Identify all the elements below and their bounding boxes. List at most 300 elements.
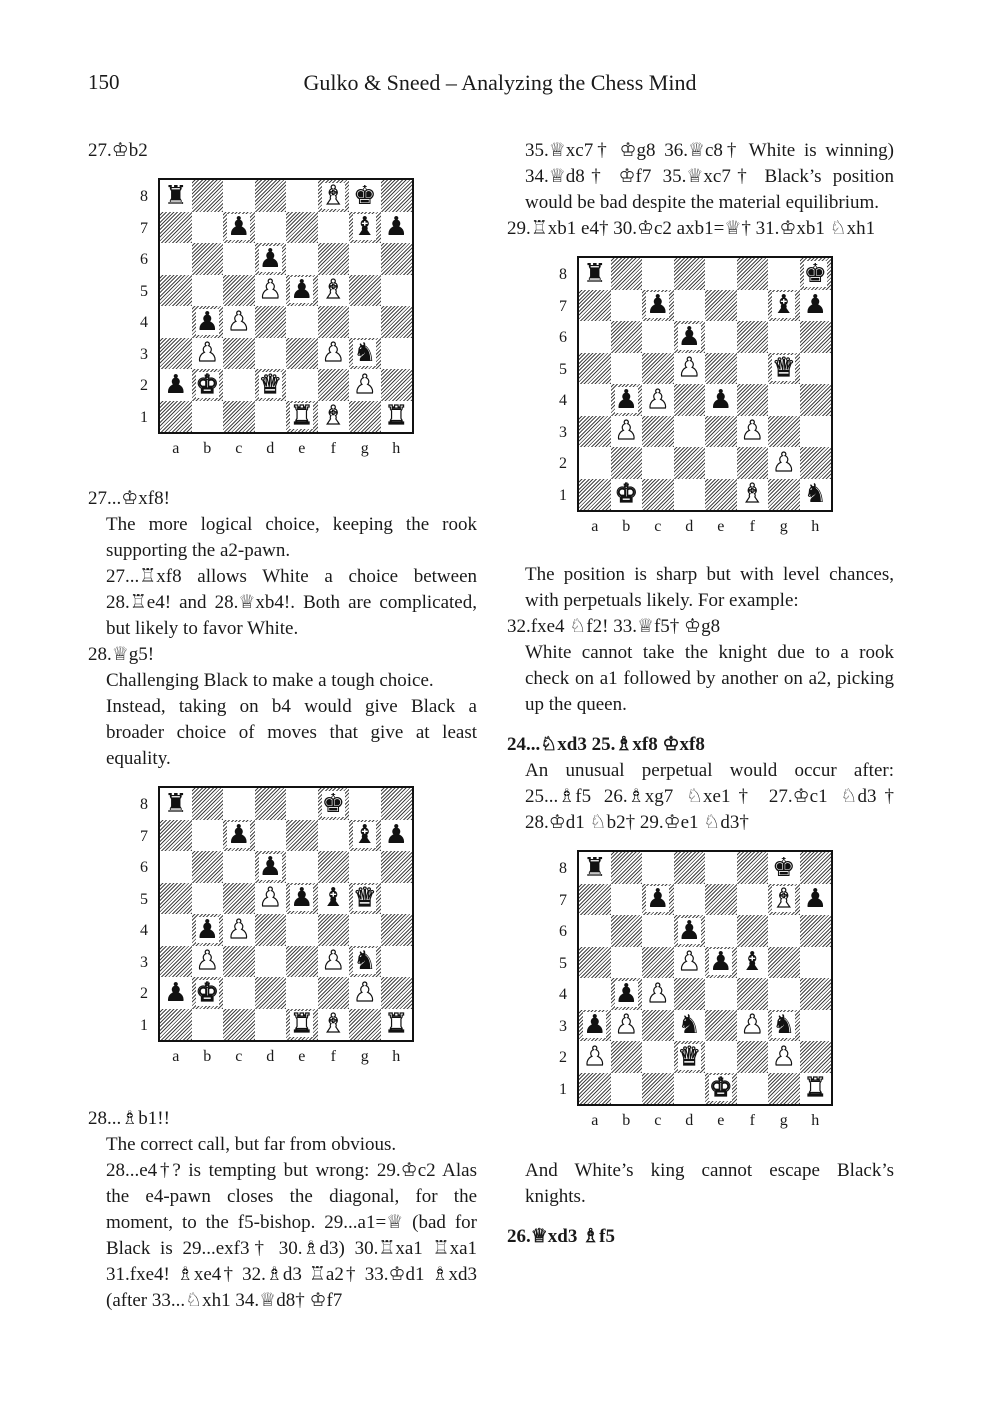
square-h5: [800, 947, 832, 979]
square-f5: [318, 883, 350, 915]
file-label: g: [779, 518, 788, 535]
square-c3: [223, 338, 255, 370]
square-e8: [286, 180, 318, 212]
square-a8: [579, 852, 611, 884]
black-king-icon: ♚: [772, 852, 796, 883]
file-label: b: [203, 440, 212, 457]
file-label: c: [654, 518, 662, 535]
black-pawn-icon: ♟: [646, 290, 670, 321]
square-h1: [800, 1073, 832, 1105]
rank-label: 6: [140, 251, 148, 268]
black-pawn-icon: ♟: [614, 384, 638, 415]
square-e1: [286, 1009, 318, 1041]
square-h4: [381, 914, 413, 946]
square-h1: [800, 479, 832, 511]
file-label: h: [392, 1048, 401, 1065]
square-e7: [705, 290, 737, 322]
square-g4: [768, 978, 800, 1010]
square-e6: [286, 851, 318, 883]
white-bishop-icon: ♝: [772, 884, 796, 915]
black-pawn-icon: ♟: [677, 915, 701, 946]
square-g6: [768, 915, 800, 947]
white-pawn-icon: ♟: [677, 353, 701, 384]
commentary: 28...e4†? is tempting but wrong: 29.♔c2 Alas the e4-pawn closes the diagonal, for the moment, to the f5-bishop. 29...a1=♕ (bad for Black is 29...exf3† 30.♗d3) 30.♖xa1 ♖xa1 31.fxe4! ♗xe4† 32.♗d3 ♖a2† 33.♔d1 ♗xd3 (after 33...♘xh1 34.♕d8† ♔f7: [106, 1160, 477, 1311]
square-a6: [579, 321, 611, 353]
white-pawn-icon: ♟: [195, 946, 219, 977]
square-h3: [800, 416, 832, 448]
black-pawn-icon: ♟: [709, 384, 733, 415]
white-pawn-icon: ♟: [772, 447, 796, 478]
square-g7: [768, 290, 800, 322]
white-pawn-icon: ♟: [321, 338, 345, 369]
square-c8: [642, 852, 674, 884]
square-b5: [611, 353, 643, 385]
square-f5: [737, 947, 769, 979]
black-king-icon: ♚: [803, 258, 827, 289]
white-queen-icon: ♛: [258, 369, 282, 400]
square-c7: [223, 820, 255, 852]
white-pawn-icon: ♟: [677, 947, 701, 978]
rank-label: 6: [140, 859, 148, 876]
square-d1: [674, 479, 706, 511]
square-d4: [674, 978, 706, 1010]
square-a5: [579, 947, 611, 979]
square-g5: [349, 883, 381, 915]
square-d6: [255, 851, 287, 883]
square-g7: [349, 820, 381, 852]
square-g3: [349, 338, 381, 370]
rank-label: 2: [140, 985, 148, 1002]
black-pawn-icon: ♟: [195, 914, 219, 945]
left-column: [88, 138, 477, 1314]
square-e6: [705, 321, 737, 353]
square-d3: [255, 338, 287, 370]
black-pawn-icon: ♟: [677, 321, 701, 352]
black-pawn-icon: ♟: [709, 947, 733, 978]
square-c4: [223, 914, 255, 946]
square-f6: [737, 915, 769, 947]
square-h6: [381, 851, 413, 883]
square-c4: [642, 384, 674, 416]
rank-label: 4: [559, 986, 567, 1003]
white-pawn-icon: ♟: [227, 914, 251, 945]
chessboard: [577, 256, 833, 512]
white-pawn-icon: ♟: [614, 416, 638, 447]
white-king-icon: ♚: [709, 1073, 733, 1104]
square-e3: [705, 1010, 737, 1042]
white-rook-icon: ♜: [384, 1009, 408, 1040]
move-line: 32.fxe4 ♘f2! 33.♕f5† ♔g8: [507, 616, 721, 637]
file-label: g: [360, 440, 369, 457]
square-h7: [800, 884, 832, 916]
square-a5: [160, 275, 192, 307]
square-f8: [737, 258, 769, 290]
white-pawn-icon: ♟: [740, 416, 764, 447]
rank-label: 8: [140, 188, 148, 205]
square-g8: [349, 180, 381, 212]
square-f5: [737, 353, 769, 385]
right-column: [507, 138, 894, 1250]
square-c1: [642, 479, 674, 511]
square-g7: [768, 884, 800, 916]
square-a4: [160, 306, 192, 338]
square-e2: [705, 1041, 737, 1073]
white-pawn-icon: ♟: [321, 946, 345, 977]
square-a8: [579, 258, 611, 290]
square-b8: [192, 180, 224, 212]
square-e4: [286, 914, 318, 946]
square-a4: [579, 978, 611, 1010]
square-e7: [705, 884, 737, 916]
square-c7: [642, 290, 674, 322]
rank-label: 7: [140, 219, 148, 237]
square-b7: [192, 820, 224, 852]
square-e6: [705, 915, 737, 947]
square-b1: [192, 1009, 224, 1041]
square-b1: [192, 401, 224, 433]
square-f4: [318, 306, 350, 338]
square-f3: [318, 338, 350, 370]
square-d8: [255, 180, 287, 212]
square-c6: [642, 321, 674, 353]
black-pawn-icon: ♟: [258, 851, 282, 882]
rank-label: 7: [559, 297, 567, 315]
black-pawn-icon: ♟: [384, 212, 408, 243]
square-e8: [705, 258, 737, 290]
square-g8: [349, 788, 381, 820]
white-pawn-icon: ♟: [353, 977, 377, 1008]
square-d1: [255, 1009, 287, 1041]
black-pawn-icon: ♟: [258, 243, 282, 274]
move-heading: 26.♕xd3 ♗f5: [507, 1226, 615, 1247]
square-g3: [768, 1010, 800, 1042]
commentary: 35.♕xc7† ♔g8 36.♕c8† White is winning) 34.♕d8† ♔f7 35.♕xc7† Black’s position would be bad despite the material equilibrium.: [525, 140, 894, 213]
chessboard: [158, 786, 414, 1042]
square-a2: [579, 447, 611, 479]
file-label: h: [811, 1112, 820, 1129]
black-pawn-icon: ♟: [803, 290, 827, 321]
white-pawn-icon: ♟: [646, 384, 670, 415]
white-rook-icon: ♜: [290, 401, 314, 432]
white-pawn-icon: ♟: [227, 306, 251, 337]
square-g1: [349, 401, 381, 433]
file-label: e: [717, 518, 725, 535]
square-a7: [160, 212, 192, 244]
black-pawn-icon: ♟: [803, 884, 827, 915]
square-h7: [381, 820, 413, 852]
chess-diagram-2: [507, 242, 894, 562]
square-c2: [642, 447, 674, 479]
square-a7: [160, 820, 192, 852]
square-e2: [705, 447, 737, 479]
move-line: 28...♗b1!!: [88, 1108, 170, 1129]
square-h8: [800, 852, 832, 884]
commentary: Instead, taking on b4 would give Black a broader choice of moves that give at least equality.: [106, 696, 477, 769]
rank-label: 1: [140, 1016, 148, 1034]
square-f7: [737, 884, 769, 916]
square-e7: [286, 820, 318, 852]
square-e3: [705, 416, 737, 448]
square-h4: [381, 306, 413, 338]
rank-label: 2: [559, 1049, 567, 1066]
square-a6: [160, 851, 192, 883]
black-bishop-icon: ♝: [353, 212, 377, 243]
square-f8: [318, 180, 350, 212]
square-c5: [642, 947, 674, 979]
file-label: c: [654, 1112, 662, 1129]
square-e2: [286, 977, 318, 1009]
rank-label: 1: [559, 486, 567, 504]
square-c2: [223, 977, 255, 1009]
square-d3: [674, 1010, 706, 1042]
square-f4: [318, 914, 350, 946]
square-a3: [160, 338, 192, 370]
square-a4: [160, 914, 192, 946]
square-b3: [192, 338, 224, 370]
square-g2: [768, 1041, 800, 1073]
white-pawn-icon: ♟: [195, 338, 219, 369]
square-f2: [318, 977, 350, 1009]
square-a1: [579, 1073, 611, 1105]
file-label: a: [172, 1048, 180, 1065]
black-knight-icon: ♞: [353, 338, 377, 369]
square-f2: [318, 369, 350, 401]
rank-label: 3: [140, 953, 148, 971]
square-f1: [737, 479, 769, 511]
square-a8: [160, 788, 192, 820]
rank-label: 6: [559, 329, 567, 346]
square-c8: [223, 180, 255, 212]
chess-diagram-1: [88, 164, 477, 486]
square-a7: [579, 884, 611, 916]
square-h4: [800, 384, 832, 416]
white-bishop-icon: ♝: [321, 401, 345, 432]
commentary: The correct call, but far from obvious.: [106, 1134, 397, 1155]
page-number: 150: [88, 70, 120, 94]
square-f4: [737, 978, 769, 1010]
rank-label: 4: [559, 392, 567, 409]
white-bishop-icon: ♝: [321, 180, 345, 211]
white-pawn-icon: ♟: [353, 369, 377, 400]
commentary: An unusual perpetual would occur after: 25...♗f5 26.♗xg7 ♘xe1† 27.♔c1 ♘d3† 28.♔d1 ♘b2† 29.♔e1 ♘d3†: [525, 760, 894, 833]
black-bishop-icon: ♝: [353, 820, 377, 851]
move-line: 29.♖xb1 e4† 30.♔c2 axb1=♕† 31.♔xb1 ♘xh1: [507, 218, 876, 239]
square-h1: [381, 1009, 413, 1041]
square-b7: [611, 290, 643, 322]
square-c7: [642, 884, 674, 916]
square-h6: [800, 915, 832, 947]
square-h2: [381, 369, 413, 401]
rank-label: 6: [559, 923, 567, 940]
square-d7: [255, 212, 287, 244]
square-g6: [349, 243, 381, 275]
square-d6: [674, 321, 706, 353]
black-pawn-icon: ♟: [290, 275, 314, 306]
square-e1: [286, 401, 318, 433]
square-h3: [381, 946, 413, 978]
square-h3: [381, 338, 413, 370]
square-a5: [160, 883, 192, 915]
black-knight-icon: ♞: [772, 1010, 796, 1041]
square-b6: [192, 851, 224, 883]
rank-label: 3: [559, 423, 567, 441]
black-bishop-icon: ♝: [740, 947, 764, 978]
black-rook-icon: ♜: [164, 788, 188, 819]
black-pawn-icon: ♟: [164, 977, 188, 1008]
square-d7: [674, 290, 706, 322]
square-b4: [611, 384, 643, 416]
black-pawn-icon: ♟: [164, 369, 188, 400]
square-e1: [705, 479, 737, 511]
square-e8: [705, 852, 737, 884]
move-line: 28.♕g5!: [88, 644, 155, 665]
square-c8: [223, 788, 255, 820]
black-pawn-icon: ♟: [227, 820, 251, 851]
square-a1: [579, 479, 611, 511]
square-d4: [255, 306, 287, 338]
white-bishop-icon: ♝: [740, 479, 764, 510]
square-d8: [674, 852, 706, 884]
chess-diagram-3: [88, 772, 477, 1106]
square-b4: [192, 306, 224, 338]
square-g4: [349, 914, 381, 946]
commentary: 27...♖xf8 allows White a choice between 28.♖e4! and 28.♕xb4!. Both are complicated, but likely to favor White.: [106, 566, 477, 639]
square-a3: [579, 1010, 611, 1042]
white-king-icon: ♚: [195, 977, 219, 1008]
rank-label: 2: [559, 455, 567, 472]
file-label: d: [266, 1048, 275, 1065]
square-d1: [674, 1073, 706, 1105]
square-a1: [160, 401, 192, 433]
square-d6: [255, 243, 287, 275]
white-queen-icon: ♛: [677, 1041, 701, 1072]
square-h2: [800, 447, 832, 479]
commentary: The position is sharp but with level chances, with perpetuals likely. For example:: [525, 564, 894, 611]
file-label: h: [392, 440, 401, 457]
square-g7: [349, 212, 381, 244]
square-e5: [286, 883, 318, 915]
square-g8: [768, 852, 800, 884]
square-g2: [349, 977, 381, 1009]
square-c3: [223, 946, 255, 978]
square-c1: [642, 1073, 674, 1105]
square-e2: [286, 369, 318, 401]
square-c4: [642, 978, 674, 1010]
file-label: a: [591, 518, 599, 535]
square-c5: [223, 883, 255, 915]
square-g5: [768, 353, 800, 385]
black-pawn-icon: ♟: [290, 883, 314, 914]
move-heading: 24...♘xd3 25.♗xf8 ♔xf8: [507, 734, 705, 755]
square-h6: [800, 321, 832, 353]
square-b3: [611, 416, 643, 448]
white-rook-icon: ♜: [803, 1073, 827, 1104]
file-label: g: [779, 1112, 788, 1129]
black-rook-icon: ♜: [583, 852, 607, 883]
square-c1: [223, 1009, 255, 1041]
rank-label: 4: [140, 314, 148, 331]
square-b2: [611, 447, 643, 479]
black-rook-icon: ♜: [583, 258, 607, 289]
square-c4: [223, 306, 255, 338]
square-a2: [579, 1041, 611, 1073]
square-d8: [255, 788, 287, 820]
square-a3: [579, 416, 611, 448]
square-b8: [611, 258, 643, 290]
square-e4: [705, 384, 737, 416]
square-h2: [800, 1041, 832, 1073]
square-f4: [737, 384, 769, 416]
square-f1: [737, 1073, 769, 1105]
rank-label: 1: [140, 408, 148, 426]
square-a6: [160, 243, 192, 275]
square-f6: [737, 321, 769, 353]
square-f3: [318, 946, 350, 978]
rank-label: 5: [559, 360, 567, 378]
file-label: e: [298, 1048, 306, 1065]
move-line: 27...♔xf8!: [88, 488, 170, 509]
white-pawn-icon: ♟: [614, 1010, 638, 1041]
running-title: Gulko & Sneed – Analyzing the Chess Mind: [303, 70, 697, 95]
file-label: f: [749, 518, 755, 535]
square-b1: [611, 1073, 643, 1105]
square-g2: [349, 369, 381, 401]
square-d4: [255, 914, 287, 946]
rank-label: 3: [559, 1017, 567, 1035]
square-g6: [768, 321, 800, 353]
square-e7: [286, 212, 318, 244]
chess-diagram-4: [507, 836, 894, 1158]
black-pawn-icon: ♟: [583, 1010, 607, 1041]
square-d7: [674, 884, 706, 916]
square-e4: [286, 306, 318, 338]
white-bishop-icon: ♝: [321, 1009, 345, 1040]
file-label: b: [203, 1048, 212, 1065]
square-b2: [192, 977, 224, 1009]
square-a7: [579, 290, 611, 322]
file-label: e: [298, 440, 306, 457]
square-e5: [286, 275, 318, 307]
square-d2: [674, 447, 706, 479]
black-king-icon: ♚: [353, 180, 377, 211]
black-rook-icon: ♜: [164, 180, 188, 211]
square-g4: [349, 306, 381, 338]
file-label: a: [591, 1112, 599, 1129]
square-h1: [381, 401, 413, 433]
square-f1: [318, 401, 350, 433]
white-king-icon: ♚: [614, 479, 638, 510]
square-d7: [255, 820, 287, 852]
rank-label: 2: [140, 377, 148, 394]
square-c5: [642, 353, 674, 385]
square-b4: [192, 914, 224, 946]
commentary: The more logical choice, keeping the rook supporting the a2-pawn.: [106, 514, 477, 561]
square-d5: [674, 947, 706, 979]
black-king-icon: ♚: [321, 788, 345, 819]
square-d1: [255, 401, 287, 433]
white-pawn-icon: ♟: [258, 275, 282, 306]
square-h8: [381, 180, 413, 212]
square-h7: [800, 290, 832, 322]
black-pawn-icon: ♟: [384, 820, 408, 851]
square-f1: [318, 1009, 350, 1041]
rank-label: 3: [140, 345, 148, 363]
square-g8: [768, 258, 800, 290]
square-a2: [160, 977, 192, 1009]
move-line: 27.♔b2: [88, 140, 148, 161]
square-d5: [674, 353, 706, 385]
square-d8: [674, 258, 706, 290]
